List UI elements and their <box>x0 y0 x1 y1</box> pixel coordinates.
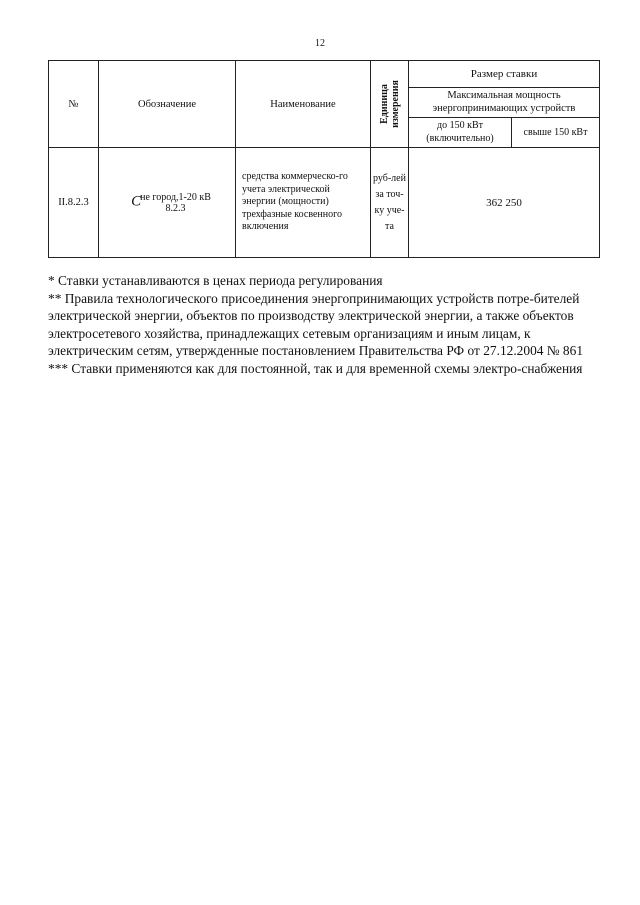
row-designation <box>99 148 236 258</box>
header-unit-cell <box>371 61 409 148</box>
header-designation: Обозначение <box>99 61 236 148</box>
footnote-1: * Ставки устанавливаются в ценах периода регулирования <box>48 273 383 288</box>
row-unit: руб-лей за точ-ку уче-та <box>371 148 409 258</box>
row-rate: 362 250 <box>409 148 600 258</box>
footnote-3: *** Ставки применяются как для постоянной, так и для временной схемы электро-снабжения <box>48 360 583 376</box>
table-row <box>49 148 600 258</box>
designation-sub: 8.2.3 <box>165 202 186 214</box>
header-name: Наименование <box>236 61 371 148</box>
tariff-table <box>48 60 600 258</box>
header-up-to-150: до 150 кВт (включительно) <box>409 117 512 147</box>
header-rate-size: Размер ставки <box>409 61 600 88</box>
header-max-power: Максимальная мощность энергопринимающих устройств <box>409 87 600 117</box>
header-over-150: свыше 150 кВт <box>512 117 600 147</box>
designation-sup: не город,1-20 кВ <box>140 191 211 203</box>
designation-letter: C <box>131 192 142 209</box>
row-num: II.8.2.3 <box>49 148 99 258</box>
header-row-1 <box>49 61 600 88</box>
row-name: средства коммерческо-го учета электрической энергии (мощности) трехфазные косвенного включения <box>236 148 371 258</box>
page-number: 12 <box>315 38 325 49</box>
footnote-2: ** Правила технологического присоединения энергопринимающих устройств потре-бителей электрической энергии, объектов по производству электрической энергии, а также объектов электросетевого хозяйства, принадлежащих сетевым организациям и иным лицам, к электрическим сетям, утвержденные постановлением Правительства РФ от 27.12.2004 № 861 <box>48 290 584 359</box>
footnotes <box>48 272 604 378</box>
header-num: № <box>49 61 99 148</box>
header-unit: Единица измерения <box>378 80 401 128</box>
